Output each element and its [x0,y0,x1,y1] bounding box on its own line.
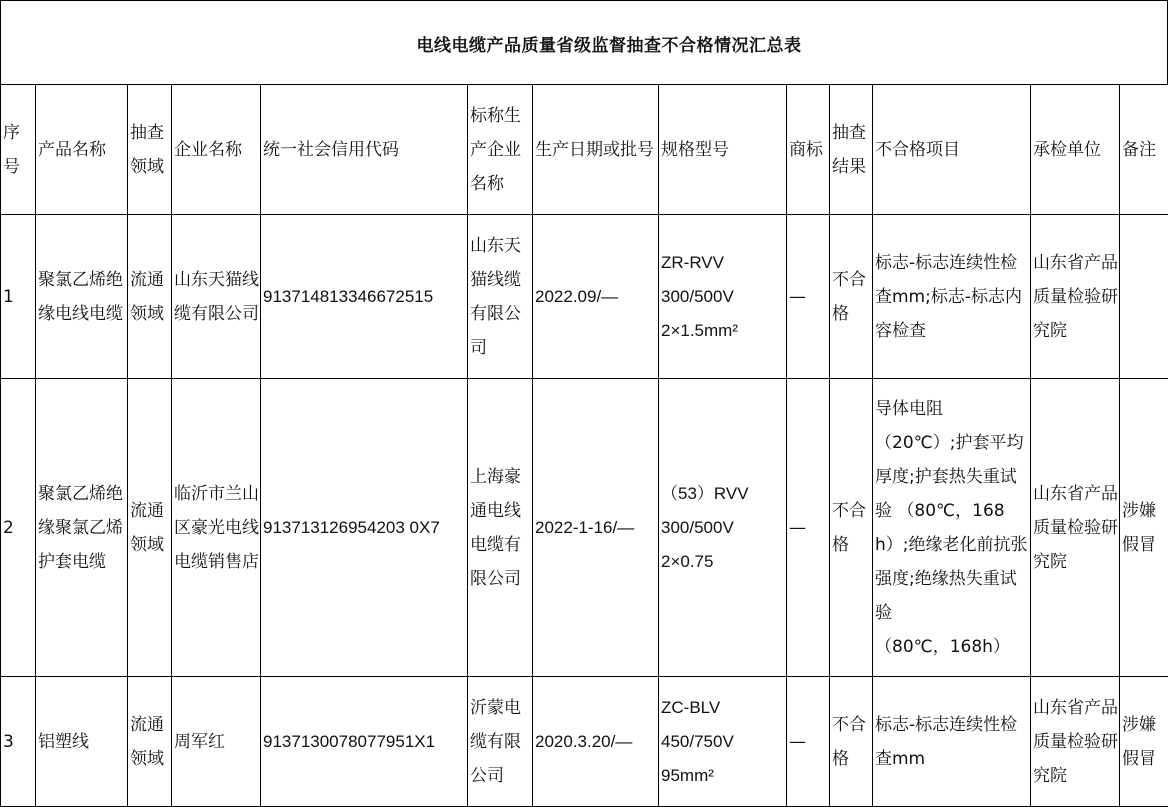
summary-table [0,84,1168,807]
header-product: 产品名称 [36,85,128,215]
cell-brand: — [787,677,830,807]
header-seq: 序号 [1,85,36,215]
cell-date: 2022.09/— [533,215,659,379]
cell-domain: 流通领域 [128,379,172,677]
header-spec: 规格型号 [659,85,787,215]
cell-items: 标志-标志连续性检查mm [873,677,1031,807]
cell-product: 聚氯乙烯绝缘聚氯乙烯护套电缆 [36,379,128,677]
header-result: 抽查结果 [830,85,873,215]
cell-product: 聚氯乙烯绝缘电线电缆 [36,215,128,379]
cell-maker: 山东天猫线缆有限公司 [468,215,533,379]
cell-date: 2022-1-16/— [533,379,659,677]
cell-company: 临沂市兰山区豪光电线电缆销售店 [172,379,261,677]
cell-seq: 1 [1,215,36,379]
cell-lab: 山东省产品质量检验研究院 [1031,677,1120,807]
header-items: 不合格项目 [873,85,1031,215]
header-credit-code: 统一社会信用代码 [261,85,468,215]
cell-seq: 3 [1,677,36,807]
cell-brand: — [787,379,830,677]
cell-items: 导体电阻 （20℃）;护套平均厚度;护套热失重试验 （80℃，168h）;绝缘老化前抗张强度;绝缘热失重试验 （80℃，168h） [873,379,1031,677]
cell-note: 涉嫌假冒 [1120,677,1168,807]
table-row [1,215,1168,379]
cell-items: 标志-标志连续性检查mm;标志-标志内容检查 [873,215,1031,379]
cell-brand: — [787,215,830,379]
cell-lab: 山东省产品质量检验研究院 [1031,215,1120,379]
header-lab: 承检单位 [1031,85,1120,215]
cell-spec: （53）RVV 300/500V 2×0.75 [659,379,787,677]
cell-credit-code: 9137130078077951X1 [261,677,468,807]
header-maker: 标称生产企业名称 [468,85,533,215]
cell-note [1120,215,1168,379]
cell-domain: 流通领域 [128,677,172,807]
header-note: 备注 [1120,85,1168,215]
header-company: 企业名称 [172,85,261,215]
cell-domain: 流通领域 [128,215,172,379]
cell-product: 铝塑线 [36,677,128,807]
header-date: 生产日期或批号 [533,85,659,215]
cell-credit-code: 913714813346672515 [261,215,468,379]
cell-maker: 上海豪通电线电缆有限公司 [468,379,533,677]
cell-lab: 山东省产品质量检验研究院 [1031,379,1120,677]
page-title: 电线电缆产品质量省级监督抽查不合格情况汇总表 [417,31,802,56]
cell-date: 2020.3.20/— [533,677,659,807]
cell-spec: ZC-BLV 450/750V 95mm² [659,677,787,807]
cell-result: 不合格 [830,379,873,677]
cell-company: 周军红 [172,677,261,807]
cell-note: 涉嫌假冒 [1120,379,1168,677]
cell-result: 不合格 [830,677,873,807]
cell-credit-code: 913713126954203 0X7 [261,379,468,677]
title-row [0,0,1168,85]
cell-maker: 沂蒙电缆有限公司 [468,677,533,807]
table-header-row [1,85,1168,215]
cell-seq: 2 [1,379,36,677]
cell-company: 山东天猫线缆有限公司 [172,215,261,379]
table-row [1,677,1168,807]
table-row [1,379,1168,677]
header-domain: 抽查领域 [128,85,172,215]
cell-spec: ZR-RVV 300/500V 2×1.5mm² [659,215,787,379]
cell-result: 不合格 [830,215,873,379]
header-brand: 商标 [787,85,830,215]
